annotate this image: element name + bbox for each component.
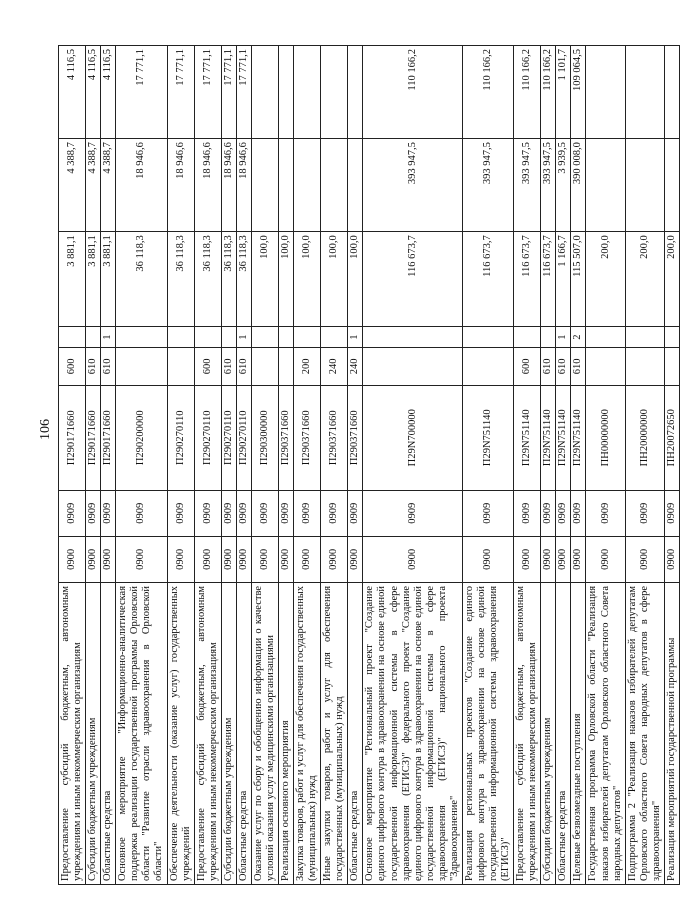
- expense-type-code: 610: [571, 348, 586, 386]
- funding-source-code: [586, 327, 625, 348]
- section-code: 0909: [101, 490, 116, 536]
- target-article-code: П290171660: [86, 385, 101, 490]
- target-article-code: П29N700000: [363, 385, 463, 490]
- section-code: 0909: [541, 490, 556, 536]
- ministry-code: 0900: [541, 536, 556, 582]
- table-row: [194, 46, 221, 885]
- amount-year-3: [321, 46, 348, 139]
- section-code: 0909: [251, 490, 278, 536]
- budget-table-sheet: [58, 45, 677, 885]
- section-code: 0909: [236, 490, 251, 536]
- section-code: 0909: [167, 490, 194, 536]
- amount-year-1: 100,0: [279, 232, 294, 327]
- amount-year-2: 18 946,6: [116, 139, 167, 232]
- section-code: 0909: [86, 490, 101, 536]
- amount-year-2: 393 947,5: [541, 139, 556, 232]
- amount-year-1: 116 673,7: [363, 232, 463, 327]
- row-name: Областные средства: [348, 582, 363, 884]
- expense-type-code: [664, 348, 679, 386]
- amount-year-2: 4 388,7: [86, 139, 101, 232]
- expense-type-code: [625, 348, 664, 386]
- funding-source-code: [251, 327, 278, 348]
- ministry-code: 0900: [221, 536, 236, 582]
- row-name: Оказание услуг по сбору и обобщению информации о качестве условий оказания услуг медицинскими организациями: [251, 582, 278, 884]
- section-code: 0909: [664, 490, 679, 536]
- row-name: Реализация региональных проектов "Создание единого цифрового контура в здравоохранении на основе единой государственной информационной системы здравоохранения (ЕГИСЗ)": [462, 582, 513, 884]
- ministry-code: 0900: [116, 536, 167, 582]
- amount-year-2: [625, 139, 664, 232]
- ministry-code: 0900: [571, 536, 586, 582]
- expense-type-code: [586, 348, 625, 386]
- funding-source-code: [59, 327, 86, 348]
- funding-source-code: [167, 327, 194, 348]
- table-row: [279, 46, 294, 885]
- row-name: Целевые безвозмездные поступления: [571, 582, 586, 884]
- row-name: Обеспечение деятельности (оказание услуг) государственных учреждений: [167, 582, 194, 884]
- amount-year-1: 116 673,7: [514, 232, 541, 327]
- ministry-code: 0900: [279, 536, 294, 582]
- target-article-code: ПН00000000: [586, 385, 625, 490]
- amount-year-1: 3 881,1: [86, 232, 101, 327]
- page-number: 106: [38, 419, 53, 440]
- amount-year-3: 4 116,5: [59, 46, 86, 139]
- ministry-code: 0900: [625, 536, 664, 582]
- amount-year-2: [664, 139, 679, 232]
- target-article-code: П29N751140: [571, 385, 586, 490]
- section-code: 0909: [625, 490, 664, 536]
- amount-year-3: 4 116,5: [86, 46, 101, 139]
- ministry-code: 0900: [194, 536, 221, 582]
- amount-year-2: [321, 139, 348, 232]
- funding-source-code: [279, 327, 294, 348]
- amount-year-1: 3 881,1: [101, 232, 116, 327]
- row-name: Закупка товаров, работ и услуг для обеспечения государственных (муниципальных) нужд: [294, 582, 321, 884]
- funding-source-code: [294, 327, 321, 348]
- target-article-code: П290300000: [251, 385, 278, 490]
- table-row: [294, 46, 321, 885]
- amount-year-1: 3 881,1: [59, 232, 86, 327]
- target-article-code: П29N751140: [462, 385, 513, 490]
- amount-year-1: 200,0: [664, 232, 679, 327]
- ministry-code: 0900: [556, 536, 571, 582]
- amount-year-3: 4 116,5: [101, 46, 116, 139]
- expense-type-code: 610: [236, 348, 251, 386]
- amount-year-1: 115 507,0: [571, 232, 586, 327]
- target-article-code: П290371660: [294, 385, 321, 490]
- funding-source-code: [194, 327, 221, 348]
- table-row: [59, 46, 86, 885]
- amount-year-1: 200,0: [625, 232, 664, 327]
- section-code: 0909: [571, 490, 586, 536]
- expense-type-code: [279, 348, 294, 386]
- amount-year-3: 110 166,2: [514, 46, 541, 139]
- expense-type-code: [251, 348, 278, 386]
- amount-year-1: 116 673,7: [462, 232, 513, 327]
- funding-source-code: [86, 327, 101, 348]
- ministry-code: 0900: [86, 536, 101, 582]
- amount-year-1: 36 118,3: [167, 232, 194, 327]
- amount-year-3: 17 771,1: [194, 46, 221, 139]
- amount-year-1: 100,0: [251, 232, 278, 327]
- section-code: 0909: [59, 490, 86, 536]
- section-code: 0909: [194, 490, 221, 536]
- amount-year-1: 100,0: [321, 232, 348, 327]
- section-code: 0909: [221, 490, 236, 536]
- expense-type-code: [363, 348, 463, 386]
- table-row: [462, 46, 513, 885]
- amount-year-2: 390 008,0: [571, 139, 586, 232]
- expense-type-code: 600: [194, 348, 221, 386]
- table-row: [236, 46, 251, 885]
- table-body: [59, 46, 680, 885]
- target-article-code: П29N751140: [514, 385, 541, 490]
- ministry-code: 0900: [348, 536, 363, 582]
- amount-year-3: [625, 46, 664, 139]
- expense-type-code: 600: [59, 348, 86, 386]
- target-article-code: П290270110: [221, 385, 236, 490]
- amount-year-3: [348, 46, 363, 139]
- expense-type-code: 610: [86, 348, 101, 386]
- table-row: [664, 46, 679, 885]
- table-row: [556, 46, 571, 885]
- ministry-code: 0900: [236, 536, 251, 582]
- funding-source-code: [462, 327, 513, 348]
- amount-year-2: 18 946,6: [194, 139, 221, 232]
- target-article-code: П290171660: [59, 385, 86, 490]
- target-article-code: П29N751140: [556, 385, 571, 490]
- funding-source-code: [625, 327, 664, 348]
- amount-year-2: [348, 139, 363, 232]
- table-row: [625, 46, 664, 885]
- amount-year-2: 18 946,6: [221, 139, 236, 232]
- expense-type-code: [167, 348, 194, 386]
- expense-type-code: 240: [321, 348, 348, 386]
- ministry-code: 0900: [59, 536, 86, 582]
- target-article-code: П290270110: [194, 385, 221, 490]
- amount-year-1: 36 118,3: [116, 232, 167, 327]
- section-code: 0909: [514, 490, 541, 536]
- amount-year-2: 393 947,5: [462, 139, 513, 232]
- table-row: [348, 46, 363, 885]
- target-article-code: П29N751140: [541, 385, 556, 490]
- ministry-code: 0900: [294, 536, 321, 582]
- amount-year-1: 116 673,7: [541, 232, 556, 327]
- amount-year-3: 110 166,2: [363, 46, 463, 139]
- section-code: 0909: [116, 490, 167, 536]
- amount-year-3: 17 771,1: [236, 46, 251, 139]
- table-row: [101, 46, 116, 885]
- expense-type-code: 240: [348, 348, 363, 386]
- section-code: 0909: [279, 490, 294, 536]
- funding-source-code: 1: [556, 327, 571, 348]
- amount-year-3: 110 166,2: [541, 46, 556, 139]
- amount-year-2: [251, 139, 278, 232]
- ministry-code: 0900: [101, 536, 116, 582]
- section-code: 0909: [348, 490, 363, 536]
- amount-year-2: 3 939,5: [556, 139, 571, 232]
- amount-year-2: 18 946,6: [167, 139, 194, 232]
- section-code: 0909: [294, 490, 321, 536]
- ministry-code: 0900: [586, 536, 625, 582]
- table-row: [541, 46, 556, 885]
- ministry-code: 0900: [514, 536, 541, 582]
- amount-year-2: 18 946,6: [236, 139, 251, 232]
- row-name: Иные закупки товаров, работ и услуг для обеспечения государственных (муниципальных) нужд: [321, 582, 348, 884]
- amount-year-3: [294, 46, 321, 139]
- amount-year-1: 36 118,3: [194, 232, 221, 327]
- amount-year-3: [279, 46, 294, 139]
- funding-source-code: [664, 327, 679, 348]
- section-code: 0909: [363, 490, 463, 536]
- row-name: Подпрограмма 2 "Реализация наказов избирателей депутатам Орловского областного Совета народных депутатов в сфере здравоохранения": [625, 582, 664, 884]
- funding-source-code: 1: [101, 327, 116, 348]
- amount-year-1: 100,0: [348, 232, 363, 327]
- funding-source-code: 1: [236, 327, 251, 348]
- section-code: 0909: [462, 490, 513, 536]
- target-article-code: П290270110: [167, 385, 194, 490]
- section-code: 0909: [586, 490, 625, 536]
- row-name: Областные средства: [556, 582, 571, 884]
- row-name: Предоставление субсидий бюджетным, автономным учреждениям и иным некоммерческим организациям: [514, 582, 541, 884]
- amount-year-1: 36 118,3: [236, 232, 251, 327]
- expense-type-code: 610: [541, 348, 556, 386]
- amount-year-2: 4 388,7: [101, 139, 116, 232]
- table-row: [251, 46, 278, 885]
- row-name: Государственная программа Орловской области "Реализация наказов избирателей депутатам Орловского областного Совета народных депутатов": [586, 582, 625, 884]
- row-name: Областные средства: [236, 582, 251, 884]
- amount-year-1: 200,0: [586, 232, 625, 327]
- row-name: Областные средства: [101, 582, 116, 884]
- table-row: [321, 46, 348, 885]
- row-name: Субсидии бюджетным учреждениям: [221, 582, 236, 884]
- target-article-code: ПН20000000: [625, 385, 664, 490]
- row-name: Основное мероприятие "Информационно-аналитическая поддержка реализации государственной программы Орловской области "Развитие отрасли здравоохранения в Орловской области": [116, 582, 167, 884]
- amount-year-2: 393 947,5: [363, 139, 463, 232]
- ministry-code: 0900: [363, 536, 463, 582]
- target-article-code: П290371660: [348, 385, 363, 490]
- amount-year-3: [586, 46, 625, 139]
- section-code: 0909: [321, 490, 348, 536]
- row-name: Субсидии бюджетным учреждениям: [86, 582, 101, 884]
- ministry-code: 0900: [462, 536, 513, 582]
- expense-type-code: 610: [221, 348, 236, 386]
- amount-year-2: [279, 139, 294, 232]
- section-code: 0909: [556, 490, 571, 536]
- funding-source-code: [363, 327, 463, 348]
- amount-year-3: 109 064,5: [571, 46, 586, 139]
- expense-type-code: 600: [514, 348, 541, 386]
- table-row: [363, 46, 463, 885]
- target-article-code: П290200000: [116, 385, 167, 490]
- amount-year-2: 393 947,5: [514, 139, 541, 232]
- amount-year-3: 1 101,7: [556, 46, 571, 139]
- row-name: Основное мероприятие "Региональный проект "Создание единого цифрового контура в здравоохранении на основе единой государственной информационной системы в сфере здравоохранения (ЕГИСЗ)" федерального проект "Создание единого цифрового контура в здравоохранении на основе единой государственной информационной системы в сфере здравоохранения (ЕГИСЗ)" национального проекта "Здравоохранение": [363, 582, 463, 884]
- expense-type-code: 610: [556, 348, 571, 386]
- ministry-code: 0900: [251, 536, 278, 582]
- table-row: [167, 46, 194, 885]
- funding-source-code: [221, 327, 236, 348]
- budget-table: [58, 45, 680, 885]
- funding-source-code: 1: [348, 327, 363, 348]
- row-name: Реализация мероприятий государственной программы: [664, 582, 679, 884]
- amount-year-3: 17 771,1: [167, 46, 194, 139]
- amount-year-1: 36 118,3: [221, 232, 236, 327]
- table-row: [221, 46, 236, 885]
- amount-year-1: 100,0: [294, 232, 321, 327]
- funding-source-code: [116, 327, 167, 348]
- target-article-code: П290371660: [279, 385, 294, 490]
- target-article-code: П290371660: [321, 385, 348, 490]
- funding-source-code: 2: [571, 327, 586, 348]
- amount-year-2: 4 388,7: [59, 139, 86, 232]
- expense-type-code: 610: [101, 348, 116, 386]
- amount-year-3: 17 771,1: [116, 46, 167, 139]
- ministry-code: 0900: [664, 536, 679, 582]
- funding-source-code: [321, 327, 348, 348]
- table-row: [116, 46, 167, 885]
- ministry-code: 0900: [167, 536, 194, 582]
- row-name: Предоставление субсидий бюджетным, автономным учреждениям и иным некоммерческим организациям: [59, 582, 86, 884]
- table-row: [571, 46, 586, 885]
- target-article-code: П290171660: [101, 385, 116, 490]
- row-name: Реализация основного мероприятия: [279, 582, 294, 884]
- funding-source-code: [541, 327, 556, 348]
- expense-type-code: [116, 348, 167, 386]
- expense-type-code: [462, 348, 513, 386]
- ministry-code: 0900: [321, 536, 348, 582]
- amount-year-3: 110 166,2: [462, 46, 513, 139]
- amount-year-2: [294, 139, 321, 232]
- row-name: Субсидии бюджетным учреждениям: [541, 582, 556, 884]
- row-name: Предоставление субсидий бюджетным, автономным учреждениям и иным некоммерческим организациям: [194, 582, 221, 884]
- target-article-code: ПН20072650: [664, 385, 679, 490]
- amount-year-1: 1 166,7: [556, 232, 571, 327]
- amount-year-2: [586, 139, 625, 232]
- target-article-code: П290270110: [236, 385, 251, 490]
- table-row: [586, 46, 625, 885]
- table-row: [86, 46, 101, 885]
- table-row: [514, 46, 541, 885]
- expense-type-code: 200: [294, 348, 321, 386]
- amount-year-3: [664, 46, 679, 139]
- funding-source-code: [514, 327, 541, 348]
- amount-year-3: [251, 46, 278, 139]
- amount-year-3: 17 771,1: [221, 46, 236, 139]
